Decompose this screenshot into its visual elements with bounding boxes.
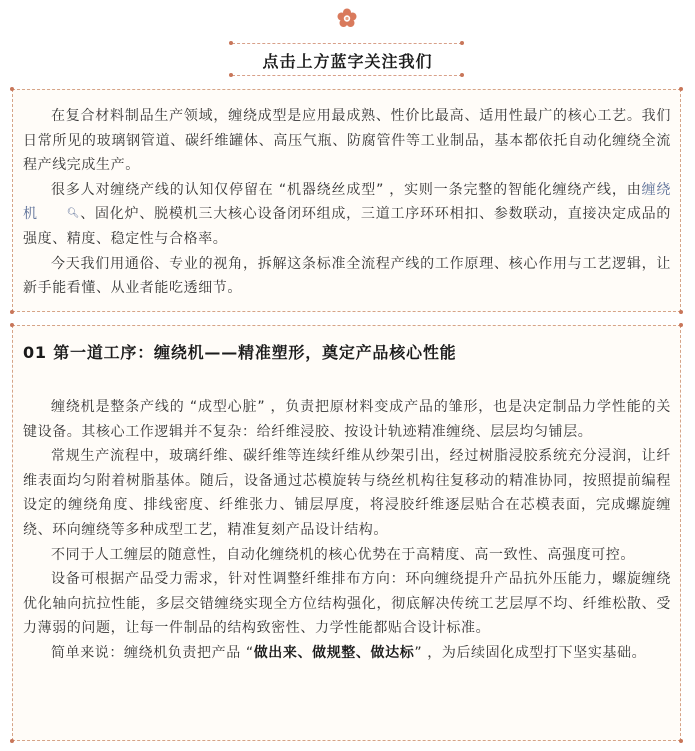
header-divider-top	[232, 43, 462, 44]
section-paragraph: 设备可根据产品受力需求，针对性调整纤维排布方向：环向缠绕提升产品抗外压能力，螺旋缠绕优化轴向抗拉性能，多层交错缠绕实现全方位结构强化，彻底解决传统工艺层厚不均、纤维松散、受力薄弱的问题，让每一件制品的结构致密性、力学性能都贴合设计标准。	[23, 571, 671, 637]
divider-dot	[460, 73, 464, 77]
corner-dot	[10, 87, 14, 91]
section-paragraph: 缠绕机是整条产线的 “成型心脏” ，负责把原材料变成产品的雏形，也是决定制品力学性能的关键设备。其核心工作逻辑并不复杂：给纤维浸胶、按设计轨迹精准缠绕、层层均匀铺层。	[23, 399, 671, 440]
corner-dot	[679, 87, 683, 91]
corner-dot	[10, 310, 14, 314]
header-divider-bottom	[232, 75, 462, 76]
summary-emphasis: 做出来、做规整、做达标	[253, 644, 415, 661]
section-paragraph: 不同于人工缠层的随意性，自动化缠绕机的核心优势在于高精度、高一致性、高强度可控。	[51, 546, 635, 563]
intro-box	[12, 89, 681, 312]
corner-dot	[679, 739, 683, 743]
intro-p2-start: 很多人对缠绕产线的认知仅停留在 “机器绕丝成型” ，实则一条完整的智能化缠绕产线，由	[51, 181, 642, 198]
divider-dot	[460, 41, 464, 45]
intro-paragraph	[23, 178, 671, 252]
search-icon[interactable]: 🔍︎	[66, 208, 81, 220]
summary-end: ” ，为后续固化成型打下坚实基础。	[414, 644, 647, 661]
winding-machine-link[interactable]: 缠绕机	[23, 181, 672, 223]
flower-icon	[337, 8, 357, 28]
corner-dot	[10, 323, 14, 327]
section-1-title: 01 第一道工序：缠绕机——精准塑形，奠定产品核心性能	[23, 343, 457, 362]
section-1-text	[23, 395, 671, 666]
divider-dot	[229, 41, 233, 45]
corner-dot	[679, 323, 683, 327]
section-paragraph: 常规生产流程中，玻璃纤维、碳纤维等连续纤维从纱架引出，经过树脂浸胶系统充分浸润，让纤维表面均匀附着树脂基体。随后，设备通过芯模旋转与绕丝机构往复移动的精准协同，按照提前编程设定的缠绕角度、排线密度、纤维张力、铺层厚度，将浸胶纤维逐层贴合在芯模表面，完成螺旋缠绕、环向缠绕等多种成型工艺，精准复刻产品设计结构。	[23, 448, 671, 538]
intro-p2-end: 、固化炉、脱模机三大核心设备闭环组成，三道工序环环相扣、参数联动，直接决定成品的强度、精度、稳定性与合格率。	[23, 206, 671, 247]
intro-paragraph: 在复合材料制品生产领域，缠绕成型是应用最成熟、性价比最高、适用性最广的核心工艺。我们日常所见的玻璃钢管道、碳纤维罐体、高压气瓶、防腐管件等工业制品，基本都依托自动化缠绕全流程产线完成生产。	[23, 108, 671, 174]
intro-paragraph: 今天我们用通俗、专业的视角，拆解这条标准全流程产线的工作原理、核心作用与工艺逻辑，让新手能看懂、从业者能吃透细节。	[23, 255, 671, 297]
intro-text	[23, 104, 671, 301]
section-1-box	[12, 325, 681, 741]
summary-start: 简单来说：缠绕机负责把产品 “	[51, 644, 254, 661]
follow-prompt-title[interactable]: 点击上方蓝字关注我们	[262, 52, 433, 71]
corner-dot	[10, 739, 14, 743]
section-paragraph	[23, 641, 671, 666]
corner-dot	[679, 310, 683, 314]
divider-dot	[229, 73, 233, 77]
